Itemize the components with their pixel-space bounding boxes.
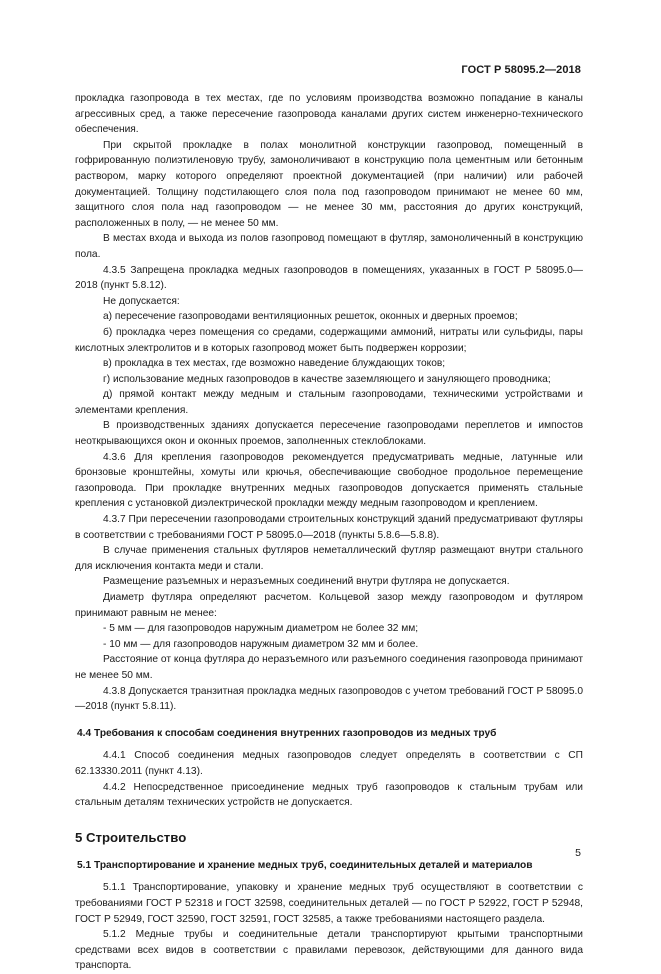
clause-5-1-1: 5.1.1 Транспортирование, упаковку и хранение медных труб осуществляют в соответствии с требованиями ГОСТ Р 52318 и ГОСТ 32598, соединительных деталей — по ГОСТ Р 52922, ГОСТ Р 52948, ГОСТ Р 52949, ГОСТ 32590, ГОСТ 32591, ГОСТ 32585, а также требованиями настоящего раздела.: [75, 882, 583, 925]
list-item: д) прямой контакт между медным и стальным газопроводами, техническими устройствами и элементами крепления.: [75, 389, 583, 416]
clause-4-3-8: 4.3.8 Допускается транзитная прокладка медных газопроводов с учетом требований ГОСТ Р 58095.0—2018 (пункт 5.8.11).: [75, 685, 583, 713]
paragraph: В местах входа и выхода из полов газопровод помещают в футляр, замоноличенный в конструкцию пола.: [75, 233, 583, 260]
paragraph: В производственных зданиях допускается пересечение газопроводами переплетов и импостов неоткрывающихся окон и оконных проемов, заполненных стеклоблоками.: [75, 420, 583, 448]
section-heading-4-4: 4.4 Требования к способам соединения внутренних газопроводов из медных труб: [77, 727, 497, 739]
section-heading-5: 5 Строительство: [75, 829, 187, 845]
list-item: а) пересечение газопроводами вентиляционных решеток, оконных и дверных проемов;: [103, 311, 518, 323]
list-item: в) прокладка в тех местах, где возможно наведение блуждающих токов;: [103, 358, 446, 370]
paragraph: Расстояние от конца футляра до неразъемного или разъемного соединения газопровода принимают не менее 50 мм.: [75, 654, 583, 681]
list-item: - 10 мм — для газопроводов наружным диаметром 32 мм и более.: [103, 638, 419, 650]
clause-4-4-1: 4.4.1 Способ соединения медных газопроводов следует определять в соответствии с СП 62.13330.2011 (пункт 4.13).: [75, 750, 583, 777]
clause-4-3-5: 4.3.5 Запрещена прокладка медных газопроводов в помещениях, указанных в ГОСТ Р 58095.0—2018 (пункт 5.8.12).: [75, 264, 583, 292]
list-item: б) прокладка через помещения со средами, содержащими аммоний, нитраты или сульфиды, пары кислотных электролитов и в которых газопровод может быть подвержен коррозии;: [75, 326, 583, 354]
paragraph: В случае применения стальных футляров неметаллический футляр размещают внутри стального для исключения контакта меди и стали.: [75, 545, 583, 572]
paragraph: Диаметр футляра определяют расчетом. Кольцевой зазор между газопроводом и футляром принимают равным не менее:: [75, 592, 583, 619]
paragraph: При скрытой прокладке в полах монолитной конструкции газопровод, помещенный в гофрированную полиэтиленовую трубу, замоноличивают в конструкцию пола цементным или бетонным раствором, марку которого определяют проектной документацией (при наличии) или рабочей документацией. Толщину подстилающего слоя пола под газопроводом принимают не менее 60 мм, защитного слоя пола над газопроводом — не менее 30 мм, расстояния до других конструкций, расположенных в полу, — не менее 50 мм.: [75, 139, 583, 229]
clause-4-4-2: 4.4.2 Непосредственное присоединение медных труб газопроводов к стальным трубам или стальным деталям технических устройств не допускается.: [75, 781, 583, 809]
page-number: 5: [575, 847, 581, 859]
paragraph: прокладка газопровода в тех местах, где по условиям производства возможно попадание в каналы агрессивных сред, а также пересечение газопровода каналами других систем инженерно-технического обеспечения.: [75, 93, 583, 136]
clause-4-3-7: 4.3.7 При пересечении газопроводами строительных конструкций зданий предусматривают футляры в соответствии с требованиями ГОСТ Р 58095.0—2018 (пункты 5.8.6—5.8.8).: [75, 514, 583, 541]
document-body: [75, 91, 583, 974]
document-id: ГОСТ Р 58095.2—2018: [461, 64, 581, 76]
list-item: - 5 мм — для газопроводов наружным диаметром не более 32 мм;: [103, 623, 419, 635]
section-heading-5-1: 5.1 Транспортирование и хранение медных труб, соединительных деталей и материалов: [77, 859, 533, 871]
paragraph: Не допускается:: [103, 295, 180, 307]
clause-4-3-6: 4.3.6 Для крепления газопроводов рекомендуется предусматривать медные, латунные или бронзовые кронштейны, хомуты или крючья, обеспечивающие свободное продольное перемещение газопровода. При прокладке внутренних медных газопроводов допускается применять стальные крепления с установкой диэлектрической прокладки между медным газопроводом и креплением.: [75, 451, 583, 510]
paragraph: Размещение разъемных и неразъемных соединений внутри футляра не допускается.: [103, 576, 510, 588]
clause-5-1-2: 5.1.2 Медные трубы и соединительные детали транспортируют крытыми транспортными средствами всех видов в соответствии с правилами перевозок, действующими для данного вида транспорта.: [75, 929, 583, 972]
list-item: г) использование медных газопроводов в качестве заземляющего и зануляющего проводника;: [103, 373, 551, 385]
